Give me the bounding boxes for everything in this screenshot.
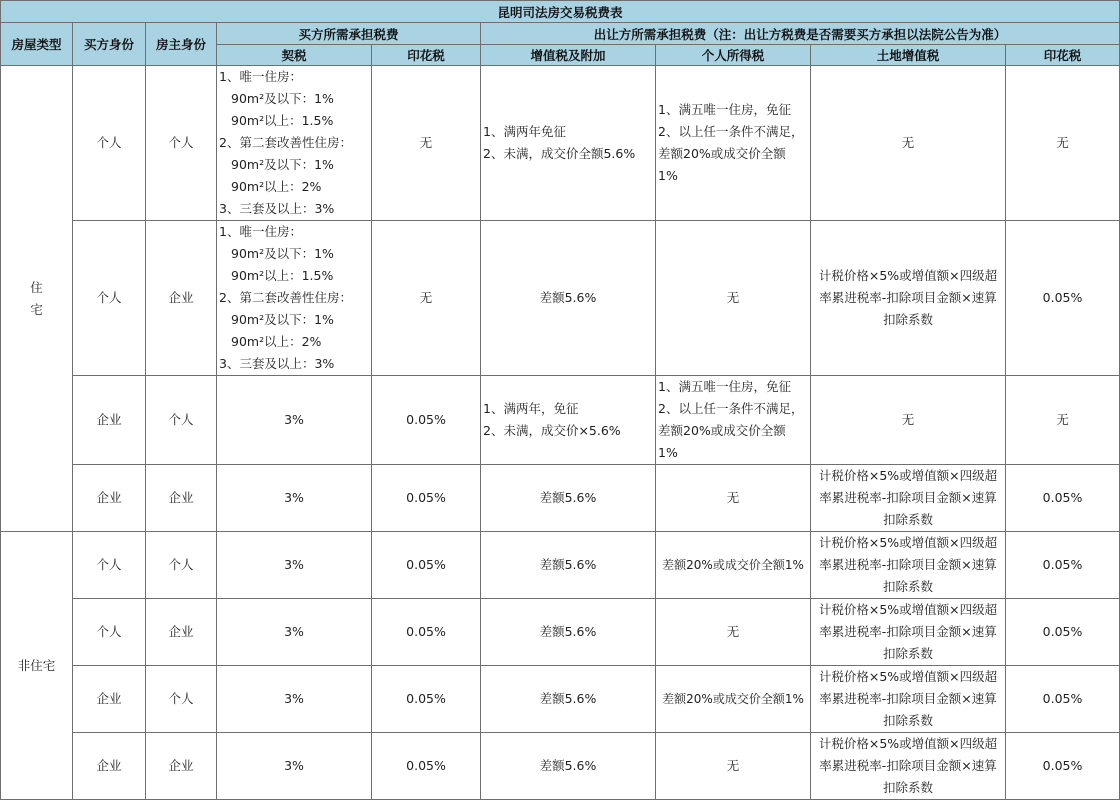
- stamp-seller-cell: 0.05%: [1006, 221, 1120, 376]
- col-land: 土地增值税: [811, 45, 1006, 66]
- stamp-buyer-cell: 0.05%: [372, 599, 481, 666]
- land-cell: 无: [811, 376, 1006, 465]
- land-cell: 计税价格×5%或增值额×四级超 率累进税率-扣除项目金额×速算 扣除系数: [811, 532, 1006, 599]
- vat-cell: 差额5.6%: [481, 221, 656, 376]
- buyer-cell: 企业: [73, 733, 146, 800]
- stamp-buyer-cell: 0.05%: [372, 465, 481, 532]
- vat-cell: 差额5.6%: [481, 465, 656, 532]
- table-row: [1, 532, 1120, 599]
- owner-cell: 企业: [146, 221, 217, 376]
- stamp-buyer-cell: 0.05%: [372, 532, 481, 599]
- col-stamp-buyer: 印花税: [372, 45, 481, 66]
- col-stamp-seller: 印花税: [1006, 45, 1120, 66]
- stamp-seller-cell: 0.05%: [1006, 733, 1120, 800]
- vat-cell: 差额5.6%: [481, 532, 656, 599]
- buyer-cell: 企业: [73, 666, 146, 733]
- deed-tax-cell: 3%: [217, 666, 372, 733]
- deed-tax-list: 1、唯一住房： 90m²及以下：1% 90m²以上：1.5% 2、第二套改善性住房： 90m²及以下：1% 90m²以上：2% 3、三套及以上：3%: [217, 221, 372, 376]
- table-row: [1, 733, 1120, 800]
- income-cell: 无: [656, 221, 811, 376]
- stamp-seller-cell: 0.05%: [1006, 532, 1120, 599]
- land-cell: 计税价格×5%或增值额×四级超 率累进税率-扣除项目金额×速算 扣除系数: [811, 221, 1006, 376]
- buyer-cell: 个人: [73, 532, 146, 599]
- table-row: [1, 666, 1120, 733]
- vat-cell: 差额5.6%: [481, 599, 656, 666]
- deed-tax-cell: 3%: [217, 532, 372, 599]
- owner-cell: 企业: [146, 733, 217, 800]
- income-cell: 无: [656, 599, 811, 666]
- land-cell: 计税价格×5%或增值额×四级超 率累进税率-扣除项目金额×速算 扣除系数: [811, 465, 1006, 532]
- col-house-type: 房屋类型: [1, 23, 73, 66]
- income-cell: 1、满五唯一住房，免征 2、以上任一条件不满足， 差额20%或成交价全额 1%: [656, 376, 811, 465]
- col-buyer-group: 买方所需承担税费: [217, 23, 481, 45]
- deed-tax-cell: 3%: [217, 599, 372, 666]
- table-row: [1, 599, 1120, 666]
- table-row: [1, 66, 1120, 221]
- land-cell: 计税价格×5%或增值额×四级超 率累进税率-扣除项目金额×速算 扣除系数: [811, 733, 1006, 800]
- stamp-seller-cell: 无: [1006, 376, 1120, 465]
- buyer-cell: 企业: [73, 465, 146, 532]
- income-cell: 差额20%或成交价全额1%: [656, 666, 811, 733]
- income-cell: 无: [656, 465, 811, 532]
- vat-cell: 1、满两年免征 2、未满，成交价全额5.6%: [481, 66, 656, 221]
- owner-cell: 个人: [146, 532, 217, 599]
- vat-cell: 差额5.6%: [481, 666, 656, 733]
- income-cell: 无: [656, 733, 811, 800]
- col-deed-tax: 契税: [217, 45, 372, 66]
- table-row: [1, 465, 1120, 532]
- land-cell: 计税价格×5%或增值额×四级超 率累进税率-扣除项目金额×速算 扣除系数: [811, 666, 1006, 733]
- stamp-buyer-cell: 无: [372, 221, 481, 376]
- stamp-seller-cell: 无: [1006, 66, 1120, 221]
- col-income: 个人所得税: [656, 45, 811, 66]
- deed-tax-list: 1、唯一住房： 90m²及以下：1% 90m²以上：1.5% 2、第二套改善性住房： 90m²及以下：1% 90m²以上：2% 3、三套及以上：3%: [217, 66, 372, 221]
- owner-cell: 个人: [146, 66, 217, 221]
- table-title: 昆明司法房交易税费表: [1, 1, 1120, 23]
- stamp-seller-cell: 0.05%: [1006, 666, 1120, 733]
- owner-cell: 个人: [146, 376, 217, 465]
- land-cell: 无: [811, 66, 1006, 221]
- stamp-seller-cell: 0.05%: [1006, 599, 1120, 666]
- buyer-cell: 个人: [73, 66, 146, 221]
- land-cell: 计税价格×5%或增值额×四级超 率累进税率-扣除项目金额×速算 扣除系数: [811, 599, 1006, 666]
- col-seller-group: 出让方所需承担税费（注：出让方税费是否需要买方承担以法院公告为准）: [481, 23, 1120, 45]
- col-vat: 增值税及附加: [481, 45, 656, 66]
- buyer-cell: 企业: [73, 376, 146, 465]
- income-cell: 差额20%或成交价全额1%: [656, 532, 811, 599]
- buyer-cell: 个人: [73, 221, 146, 376]
- owner-cell: 企业: [146, 465, 217, 532]
- stamp-seller-cell: 0.05%: [1006, 465, 1120, 532]
- vat-cell: 差额5.6%: [481, 733, 656, 800]
- col-buyer: 买方身份: [73, 23, 146, 66]
- stamp-buyer-cell: 无: [372, 66, 481, 221]
- table-row: [1, 221, 1120, 376]
- col-owner: 房主身份: [146, 23, 217, 66]
- table-row: [1, 376, 1120, 465]
- group-nonresidential: 非住宅: [1, 532, 73, 800]
- income-cell: 1、满五唯一住房，免征 2、以上任一条件不满足， 差额20%或成交价全额 1%: [656, 66, 811, 221]
- deed-tax-cell: 3%: [217, 733, 372, 800]
- deed-tax-cell: 3%: [217, 376, 372, 465]
- buyer-cell: 个人: [73, 599, 146, 666]
- vat-cell: 1、满两年，免征 2、未满，成交价×5.6%: [481, 376, 656, 465]
- stamp-buyer-cell: 0.05%: [372, 376, 481, 465]
- group-residential: 住 宅: [1, 66, 73, 532]
- owner-cell: 企业: [146, 599, 217, 666]
- owner-cell: 个人: [146, 666, 217, 733]
- stamp-buyer-cell: 0.05%: [372, 666, 481, 733]
- deed-tax-cell: 3%: [217, 465, 372, 532]
- stamp-buyer-cell: 0.05%: [372, 733, 481, 800]
